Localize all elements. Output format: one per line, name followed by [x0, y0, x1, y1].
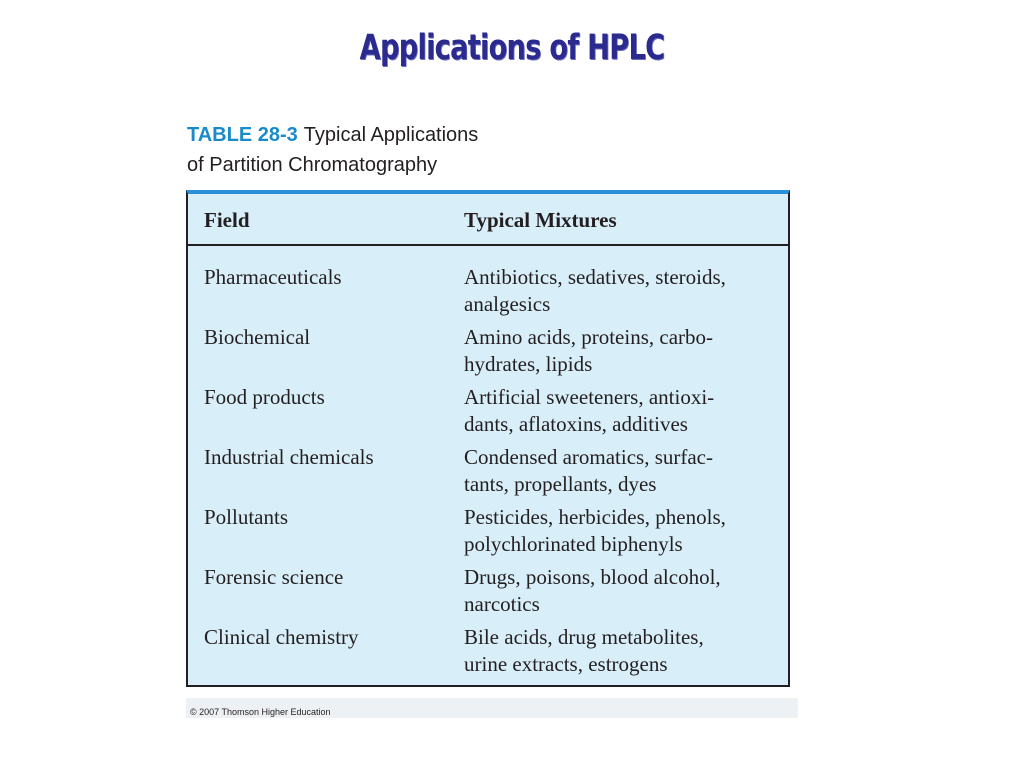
table-row — [188, 624, 788, 684]
caption-line-1 — [187, 120, 787, 150]
table-row — [188, 444, 788, 504]
table-row — [188, 504, 788, 564]
header-field: Field — [204, 208, 250, 232]
row-mixtures: Amino acids, proteins, carbo- hydrates, lipids — [464, 325, 714, 376]
table-row — [188, 564, 788, 624]
slide-title: Applications of HPLC — [359, 28, 665, 68]
row-field: Forensic science — [204, 565, 344, 589]
table-tag: TABLE 28-3 — [187, 124, 298, 146]
header-typical-mixtures: Typical Mixtures — [464, 208, 617, 232]
row-mixtures: Antibiotics, sedatives, steroids, analgesics — [464, 265, 726, 316]
table-header-row — [188, 194, 788, 246]
row-field: Industrial chemicals — [204, 445, 374, 469]
table-row — [188, 324, 788, 384]
row-field: Clinical chemistry — [204, 625, 359, 649]
table-row — [188, 264, 788, 324]
row-field: Food products — [204, 385, 325, 409]
caption-line-2: of Partition Chromatography — [187, 154, 438, 176]
row-field: Pollutants — [204, 505, 289, 529]
row-mixtures: Artificial sweeteners, antioxi- dants, aflatoxins, additives — [464, 385, 715, 436]
row-field: Pharmaceuticals — [204, 265, 342, 289]
applications-table — [186, 190, 790, 687]
row-mixtures: Condensed aromatics, surfac- tants, propellants, dyes — [464, 445, 713, 496]
caption-title-part1: Typical Applications — [303, 124, 479, 146]
row-mixtures: Drugs, poisons, blood alcohol, narcotics — [464, 565, 721, 616]
row-mixtures: Bile acids, drug metabolites, urine extracts, estrogens — [464, 625, 704, 676]
table-row — [188, 384, 788, 444]
table-caption — [187, 120, 787, 180]
copyright-notice: © 2007 Thomson Higher Education — [186, 698, 798, 718]
row-mixtures: Pesticides, herbicides, phenols, polychlorinated biphenyls — [464, 505, 726, 556]
row-field: Biochemical — [204, 325, 311, 349]
